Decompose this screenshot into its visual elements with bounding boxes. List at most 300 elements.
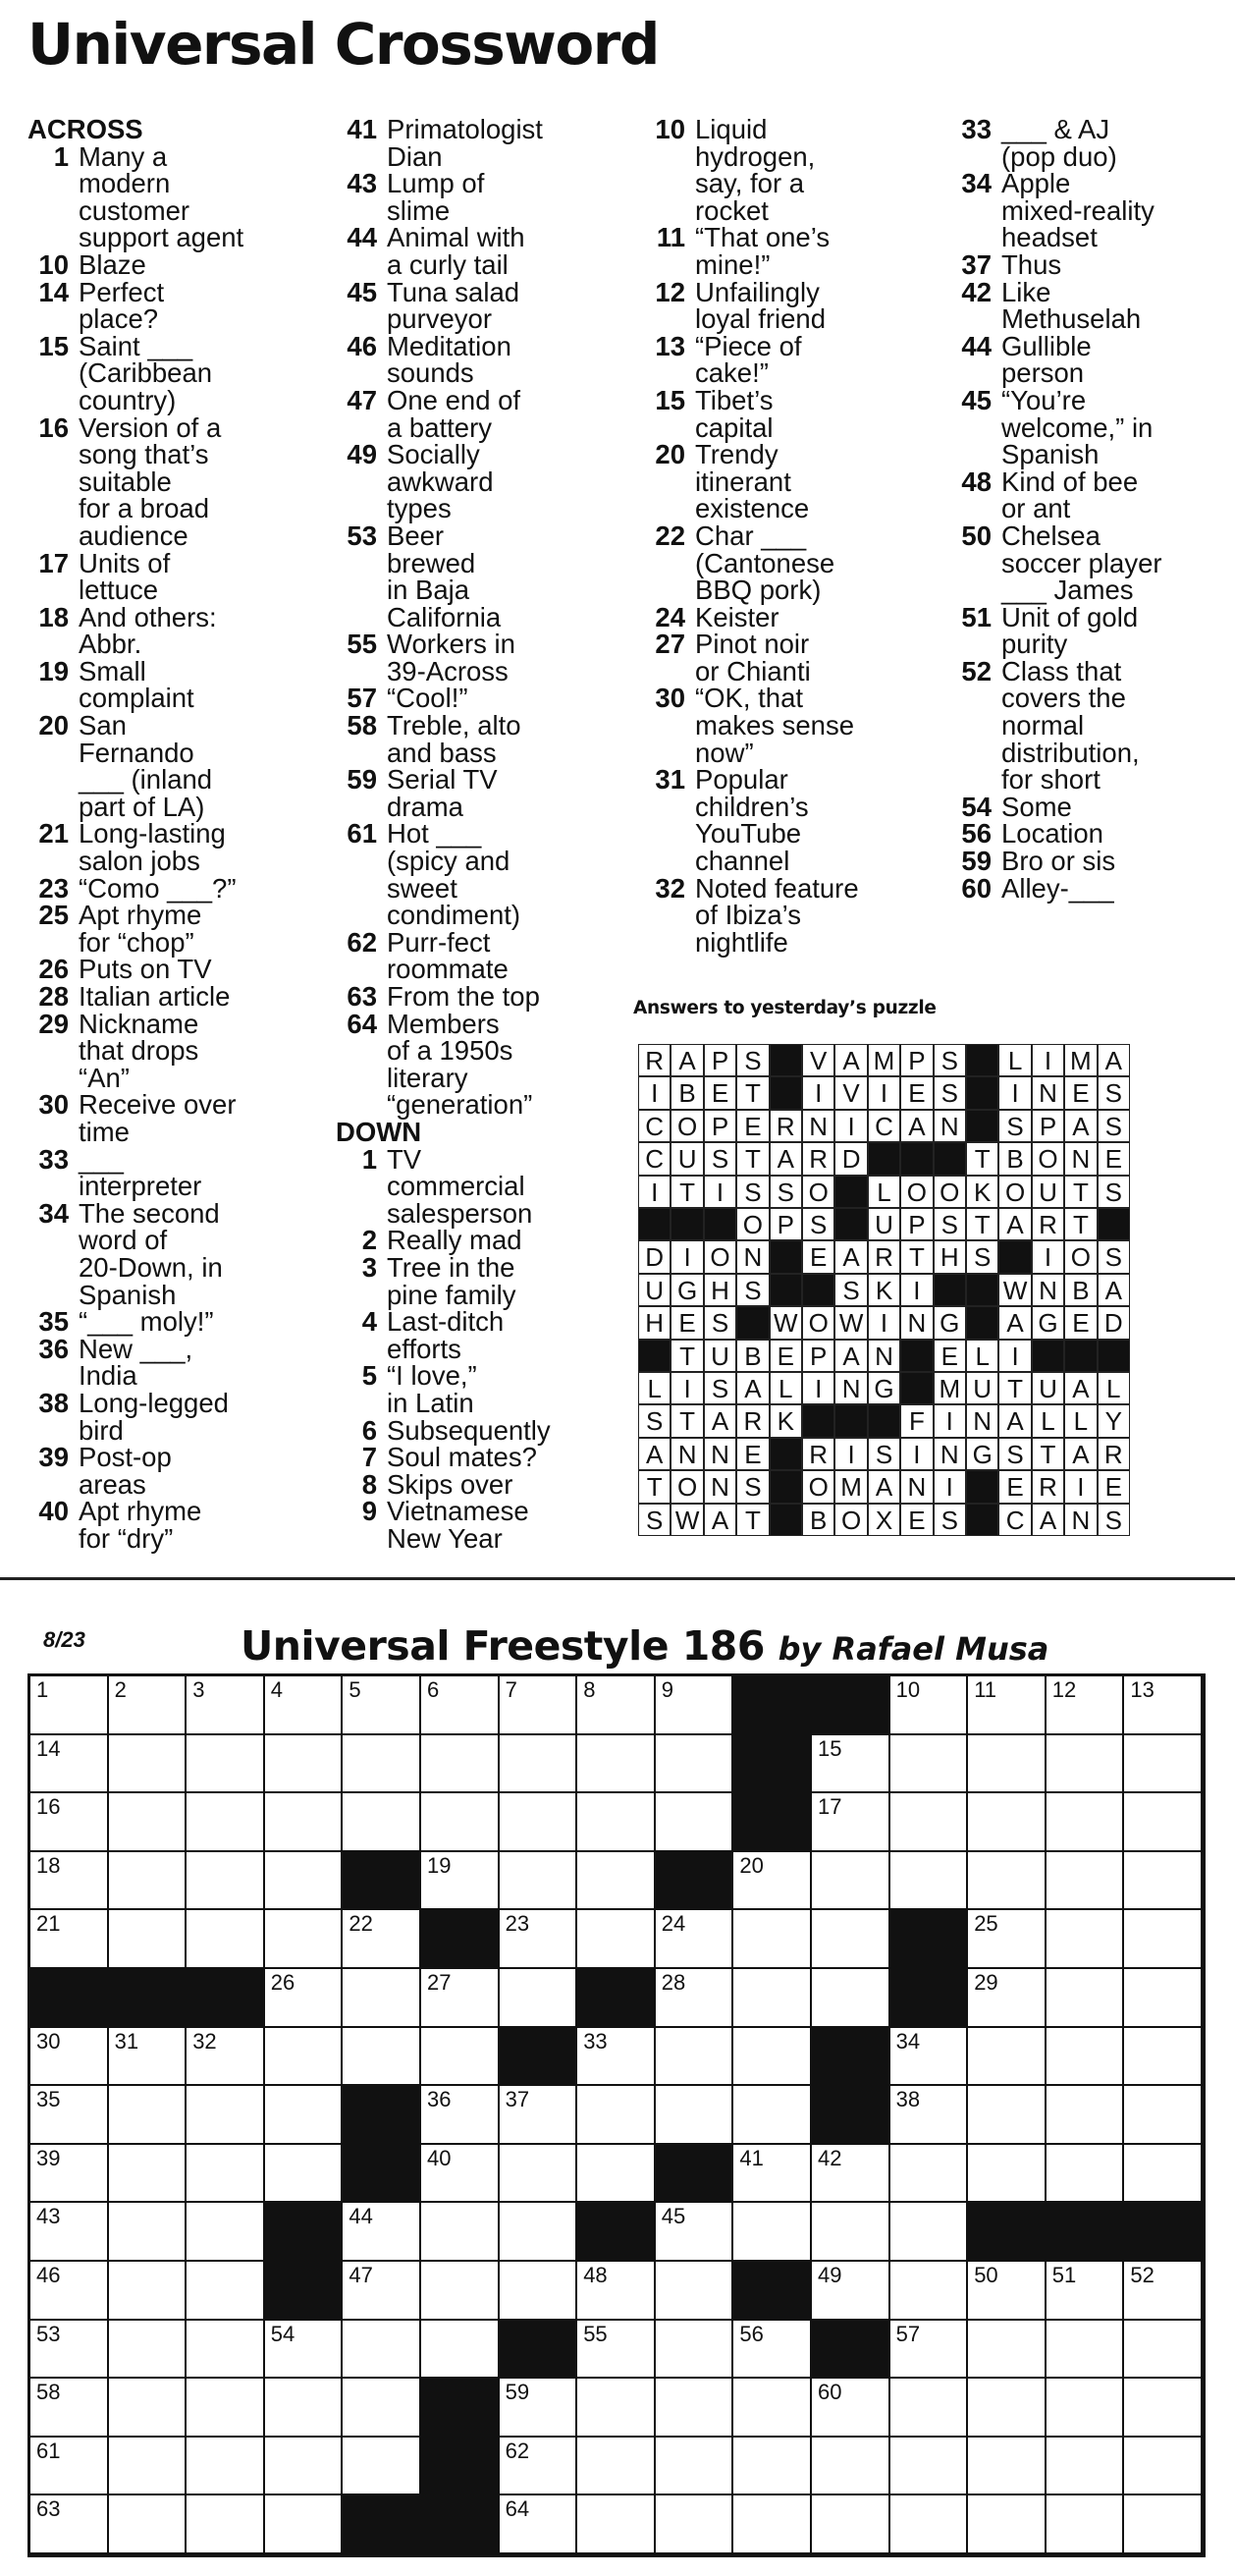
grid-cell[interactable] [265,1735,344,1794]
grid-cell[interactable] [890,2145,969,2204]
cell-number: 50 [974,2263,998,2287]
cell-number: 42 [818,2145,842,2170]
grid-cell[interactable] [187,1852,265,1911]
clue-number: 32 [655,872,685,904]
grid-cell[interactable] [187,2203,265,2262]
grid-cell[interactable] [187,2495,265,2554]
grid-cell[interactable] [421,1969,500,2028]
grid-cell[interactable] [656,2262,734,2321]
grid-cell[interactable] [187,1676,265,1735]
answer-cell: I [671,1240,703,1273]
grid-cell[interactable] [109,2438,188,2496]
grid-cell[interactable] [577,2495,656,2554]
grid-cell[interactable] [968,2379,1047,2438]
answer-cell: D [834,1142,867,1175]
grid-cell[interactable] [656,1676,734,1735]
grid-cell[interactable] [733,1852,812,1911]
answer-cell: M [934,1372,966,1404]
grid-cell[interactable] [890,2203,969,2262]
clue [336,1008,620,1121]
grid-cell[interactable] [109,1793,188,1852]
grid-cell[interactable] [890,2262,969,2321]
grid-cell[interactable] [1124,2086,1203,2145]
grid-cell[interactable] [733,1910,812,1969]
grid-cell[interactable] [812,1852,890,1911]
clue [27,1091,322,1145]
answer-black-cell [998,1240,1031,1273]
grid-cell[interactable] [187,2379,265,2438]
clue [950,116,1230,170]
answer-cell: A [1032,1504,1064,1536]
grid-cell[interactable] [500,2495,578,2554]
clue-number: 59 [347,764,377,795]
grid-cell[interactable] [577,2028,656,2087]
grid-cell[interactable] [500,1910,578,1969]
clue-number: 58 [347,710,377,741]
grid-cell[interactable] [421,1735,500,1794]
grid-cell[interactable] [1124,1910,1203,1969]
grid-cell[interactable] [1124,1793,1203,1852]
grid-cell[interactable] [968,1969,1047,2028]
answer-cell: A [900,1110,933,1142]
grid-cell[interactable] [500,2203,578,2262]
answer-cell: I [802,1372,834,1404]
grid-cell[interactable] [421,1852,500,1911]
clue-number: 48 [961,466,992,497]
grid-cell[interactable] [187,1793,265,1852]
grid-cell[interactable] [890,1735,969,1794]
grid-cell[interactable] [30,2203,109,2262]
grid-cell[interactable] [656,1910,734,1969]
answer-cell: N [900,1470,933,1503]
grid-cell[interactable] [577,2321,656,2380]
grid-cell[interactable] [656,1735,734,1794]
grid-cell[interactable] [890,2438,969,2496]
answer-cell: B [736,1340,769,1372]
answer-cell: E [736,1438,769,1470]
cell-number: 58 [36,2380,61,2405]
grid-cell[interactable] [421,1676,500,1735]
grid-cell[interactable] [577,2145,656,2204]
answer-black-cell [671,1208,703,1240]
clue [336,1362,620,1416]
grid-cell[interactable] [265,2086,344,2145]
grid-cell[interactable] [343,2262,421,2321]
cell-number: 17 [818,1794,842,1820]
clue-text: Meditation sounds [387,330,511,389]
grid-cell[interactable] [1047,2145,1125,2204]
grid-cell[interactable] [968,2145,1047,2204]
grid-cell[interactable] [265,1910,344,1969]
cell-number: 28 [661,1970,686,1995]
grid-cell[interactable] [1047,2262,1125,2321]
grid-cell[interactable] [890,2028,969,2087]
answer-black-cell [966,1504,998,1536]
grid-cell[interactable] [1047,2028,1125,2087]
grid-cell[interactable] [187,2438,265,2496]
grid-cell[interactable] [265,1793,344,1852]
grid-cell[interactable] [656,1969,734,2028]
clue [336,1468,620,1500]
grid-cell[interactable] [656,2321,734,2380]
grid-black-cell [500,2321,578,2380]
grid-cell[interactable] [1047,2438,1125,2496]
clue-number: 18 [38,601,69,632]
clue-text: Long-lasting salon jobs [79,818,226,877]
answer-cell: U [1032,1372,1064,1404]
grid-black-cell [968,2203,1047,2262]
clue-text: Members of a 1950s literary “generation” [387,1008,533,1121]
grid-cell[interactable] [1124,1676,1203,1735]
grid-cell[interactable] [109,2028,188,2087]
grid-cell[interactable] [30,2321,109,2380]
answer-cell: A [1064,1110,1097,1142]
grid-cell[interactable] [500,1852,578,1911]
clue-text: Long-legged bird [79,1387,229,1446]
grid-cell[interactable] [1124,2028,1203,2087]
grid-cell[interactable] [577,2379,656,2438]
grid-cell[interactable] [890,2321,969,2380]
grid-cell[interactable] [343,2028,421,2087]
grid-black-cell [656,2145,734,2204]
answer-cell: E [1064,1076,1097,1109]
grid-cell[interactable] [1047,1735,1125,1794]
grid-cell[interactable] [968,1910,1047,1969]
grid-cell[interactable] [890,1676,969,1735]
grid-cell[interactable] [733,2379,812,2438]
clue-text: Nickname that drops “An” [79,1008,199,1093]
clue [336,926,620,985]
clue-number: 39 [38,1442,69,1473]
grid-cell[interactable] [812,2145,890,2204]
grid-cell[interactable] [343,1735,421,1794]
grid-cell[interactable] [421,2145,500,2204]
grid-cell[interactable] [500,1676,578,1735]
answer-cell: R [1032,1470,1064,1503]
grid-cell[interactable] [30,2495,109,2554]
answer-cell: H [934,1240,966,1273]
grid-cell[interactable] [1124,1969,1203,2028]
grid-cell[interactable] [577,2438,656,2496]
grid-cell[interactable] [500,2379,578,2438]
grid-cell[interactable] [500,2145,578,2204]
cell-number: 8 [583,1677,596,1702]
answer-black-cell [900,1142,933,1175]
clue-text: Unit of gold purity [1001,601,1139,660]
grid-cell[interactable] [812,1793,890,1852]
grid-cell[interactable] [343,1910,421,1969]
grid-cell[interactable] [1047,1793,1125,1852]
grid-cell[interactable] [30,1852,109,1911]
grid-cell[interactable] [968,2262,1047,2321]
grid-black-cell [812,2321,890,2380]
grid-black-cell [30,1969,109,2028]
grid-cell[interactable] [187,1910,265,1969]
grid-cell[interactable] [812,2438,890,2496]
grid-cell[interactable] [30,1910,109,1969]
answer-black-cell [1098,1208,1130,1240]
grid-cell[interactable] [733,2495,812,2554]
clue [27,956,322,983]
grid-cell[interactable] [812,2262,890,2321]
clue-number: 4 [361,1306,377,1338]
grid-cell[interactable] [109,1676,188,1735]
grid-cell[interactable] [1047,2495,1125,2554]
answer-cell: A [1098,1274,1130,1306]
grid-cell[interactable] [577,2262,656,2321]
grid-cell[interactable] [968,1735,1047,1794]
answer-cell: R [770,1110,802,1142]
cell-number: 1 [36,1677,49,1702]
grid-cell[interactable] [187,2262,265,2321]
clue-text: Subsequently [387,1414,551,1446]
grid-cell[interactable] [1124,2145,1203,2204]
grid-cell[interactable] [421,2321,500,2380]
grid-cell[interactable] [500,1969,578,2028]
grid-cell[interactable] [968,1676,1047,1735]
answer-cell: A [1064,1438,1097,1470]
grid-cell[interactable] [1047,1852,1125,1911]
grid-cell[interactable] [577,1793,656,1852]
grid-cell[interactable] [109,2379,188,2438]
grid-cell[interactable] [109,2495,188,2554]
grid-cell[interactable] [109,2203,188,2262]
grid-cell[interactable] [812,1969,890,2028]
grid-cell[interactable] [577,1676,656,1735]
grid-cell[interactable] [812,1735,890,1794]
grid-cell[interactable] [30,2145,109,2204]
grid-cell[interactable] [890,2495,969,2554]
grid-cell[interactable] [109,1735,188,1794]
answer-cell: P [900,1044,933,1076]
answer-cell: I [868,1076,900,1109]
grid-cell[interactable] [1124,2495,1203,2554]
grid-cell[interactable] [343,2321,421,2380]
grid-cell[interactable] [968,1793,1047,1852]
grid-cell[interactable] [30,1676,109,1735]
grid-cell[interactable] [109,2262,188,2321]
grid-cell[interactable] [656,2379,734,2438]
answer-cell: I [704,1176,736,1208]
grid-cell[interactable] [343,2203,421,2262]
grid-cell[interactable] [343,1969,421,2028]
grid-cell[interactable] [500,2262,578,2321]
answer-cell: E [1098,1142,1130,1175]
answer-cell: K [868,1274,900,1306]
grid-cell[interactable] [733,2203,812,2262]
grid-cell[interactable] [1047,1910,1125,1969]
grid-cell[interactable] [733,2145,812,2204]
clue [27,1008,322,1093]
grid-cell[interactable] [343,2438,421,2496]
grid-cell[interactable] [421,2203,500,2262]
answer-cell: S [704,1306,736,1339]
grid-cell[interactable] [265,1969,344,2028]
grid-cell[interactable] [265,2321,344,2380]
grid-cell[interactable] [109,2321,188,2380]
answer-cell: R [736,1404,769,1437]
clue [950,872,1230,904]
grid-cell[interactable] [421,2086,500,2145]
grid-cell[interactable] [890,1793,969,1852]
grid-cell[interactable] [968,2495,1047,2554]
grid-cell[interactable] [733,1969,812,2028]
grid-cell[interactable] [109,1910,188,1969]
grid-cell[interactable] [109,2145,188,2204]
clue-text: Tuna salad purveyor [387,276,520,335]
grid-cell[interactable] [1124,2262,1203,2321]
clue [950,848,1230,875]
grid-cell[interactable] [1124,2379,1203,2438]
grid-cell[interactable] [187,2086,265,2145]
answer-cell: I [900,1274,933,1306]
grid-cell[interactable] [1047,2086,1125,2145]
grid-black-cell [733,1735,812,1794]
grid-cell[interactable] [656,2086,734,2145]
grid-cell[interactable] [968,2321,1047,2380]
grid-cell[interactable] [577,1735,656,1794]
answer-cell: D [638,1240,671,1273]
grid-cell[interactable] [968,1852,1047,1911]
grid-cell[interactable] [343,1793,421,1852]
grid-cell[interactable] [343,2379,421,2438]
answer-black-cell [704,1208,736,1240]
clue [644,764,939,877]
clue-text: Popular children’s YouTube channel [695,764,809,877]
grid-cell[interactable] [656,2438,734,2496]
grid-cell[interactable] [968,2438,1047,2496]
answer-cell: T [900,1240,933,1273]
grid-cell[interactable] [265,2379,344,2438]
grid-cell[interactable] [187,2145,265,2204]
answer-cell: T [966,1208,998,1240]
answer-cell: W [671,1504,703,1536]
grid-cell[interactable] [656,2203,734,2262]
answer-cell: S [998,1110,1031,1142]
grid-cell[interactable] [30,2379,109,2438]
grid-cell[interactable] [1047,1676,1125,1735]
grid-cell[interactable] [500,1793,578,1852]
answer-cell: D [1098,1306,1130,1339]
answer-cell: S [802,1208,834,1240]
grid-cell[interactable] [812,2495,890,2554]
clue-text: Small complaint [79,655,194,714]
clue [336,1414,620,1446]
grid-cell[interactable] [109,2086,188,2145]
grid-cell[interactable] [265,2028,344,2087]
grid-cell[interactable] [656,1793,734,1852]
grid-cell[interactable] [656,2028,734,2087]
grid-cell[interactable] [421,2262,500,2321]
grid-cell[interactable] [577,1910,656,1969]
answer-cell: A [704,1504,736,1536]
answer-cell: S [998,1438,1031,1470]
grid-cell[interactable] [577,1852,656,1911]
grid-cell[interactable] [1124,1735,1203,1794]
answer-cell: C [638,1142,671,1175]
clue-number: 10 [655,114,685,144]
grid-cell[interactable] [265,2145,344,2204]
clue-text: ___ & AJ (pop duo) [1001,114,1117,172]
grid-cell[interactable] [733,2438,812,2496]
grid-cell[interactable] [1047,1969,1125,2028]
grid-cell[interactable] [30,2262,109,2321]
grid-cell[interactable] [500,1735,578,1794]
grid-cell[interactable] [890,2379,969,2438]
answer-cell: X [868,1504,900,1536]
answer-cell: N [934,1438,966,1470]
answer-cell: O [671,1110,703,1142]
grid-cell[interactable] [30,1735,109,1794]
grid-cell[interactable] [421,1793,500,1852]
grid-cell[interactable] [265,2438,344,2496]
answer-cell: I [1064,1470,1097,1503]
answer-cell: O [802,1470,834,1503]
clue-number: 16 [38,411,69,443]
answer-cell: U [704,1340,736,1372]
grid-cell[interactable] [265,2495,344,2554]
grid-cell[interactable] [1124,2321,1203,2380]
cell-number: 45 [661,2204,686,2229]
grid-cell[interactable] [733,2086,812,2145]
grid-cell[interactable] [30,1793,109,1852]
answer-cell: A [834,1240,867,1273]
answer-black-cell [966,1470,998,1503]
grid-cell[interactable] [421,2028,500,2087]
answer-cell: A [736,1372,769,1404]
answer-cell: S [934,1208,966,1240]
grid-cell[interactable] [656,2495,734,2554]
grid-cell[interactable] [812,2379,890,2438]
clue-text: From the top [387,981,540,1012]
grid-cell[interactable] [30,2086,109,2145]
grid-cell[interactable] [500,2438,578,2496]
grid-cell[interactable] [812,2203,890,2262]
grid-cell[interactable] [343,1676,421,1735]
grid-cell[interactable] [968,2086,1047,2145]
grid-cell[interactable] [890,1852,969,1911]
grid-cell[interactable] [187,2321,265,2380]
answer-black-cell [802,1274,834,1306]
grid-cell[interactable] [30,2028,109,2087]
grid-cell[interactable] [1124,2438,1203,2496]
grid-cell[interactable] [1047,2321,1125,2380]
grid-black-cell [500,2028,578,2087]
grid-cell[interactable] [30,2438,109,2496]
grid-cell[interactable] [265,1676,344,1735]
grid-cell[interactable] [733,2321,812,2380]
answer-cell: T [638,1470,671,1503]
grid-cell[interactable] [265,1852,344,1911]
grid-cell[interactable] [187,2028,265,2087]
grid-cell[interactable] [968,2028,1047,2087]
grid-cell[interactable] [1124,1852,1203,1911]
grid-cell[interactable] [812,1910,890,1969]
grid-cell[interactable] [1047,2379,1125,2438]
clue-text: “That one’s mine!” [695,222,831,280]
answer-cell: O [900,1176,933,1208]
grid-cell[interactable] [500,2086,578,2145]
grid-cell[interactable] [733,2028,812,2087]
clue [336,818,620,931]
grid-cell[interactable] [187,1735,265,1794]
grid-cell[interactable] [109,1852,188,1911]
clue-number: 26 [38,954,69,985]
grid-cell[interactable] [890,2086,969,2145]
grid-cell[interactable] [577,2086,656,2145]
clue-text: Some [1001,791,1072,822]
clue-column-3 [644,116,939,956]
